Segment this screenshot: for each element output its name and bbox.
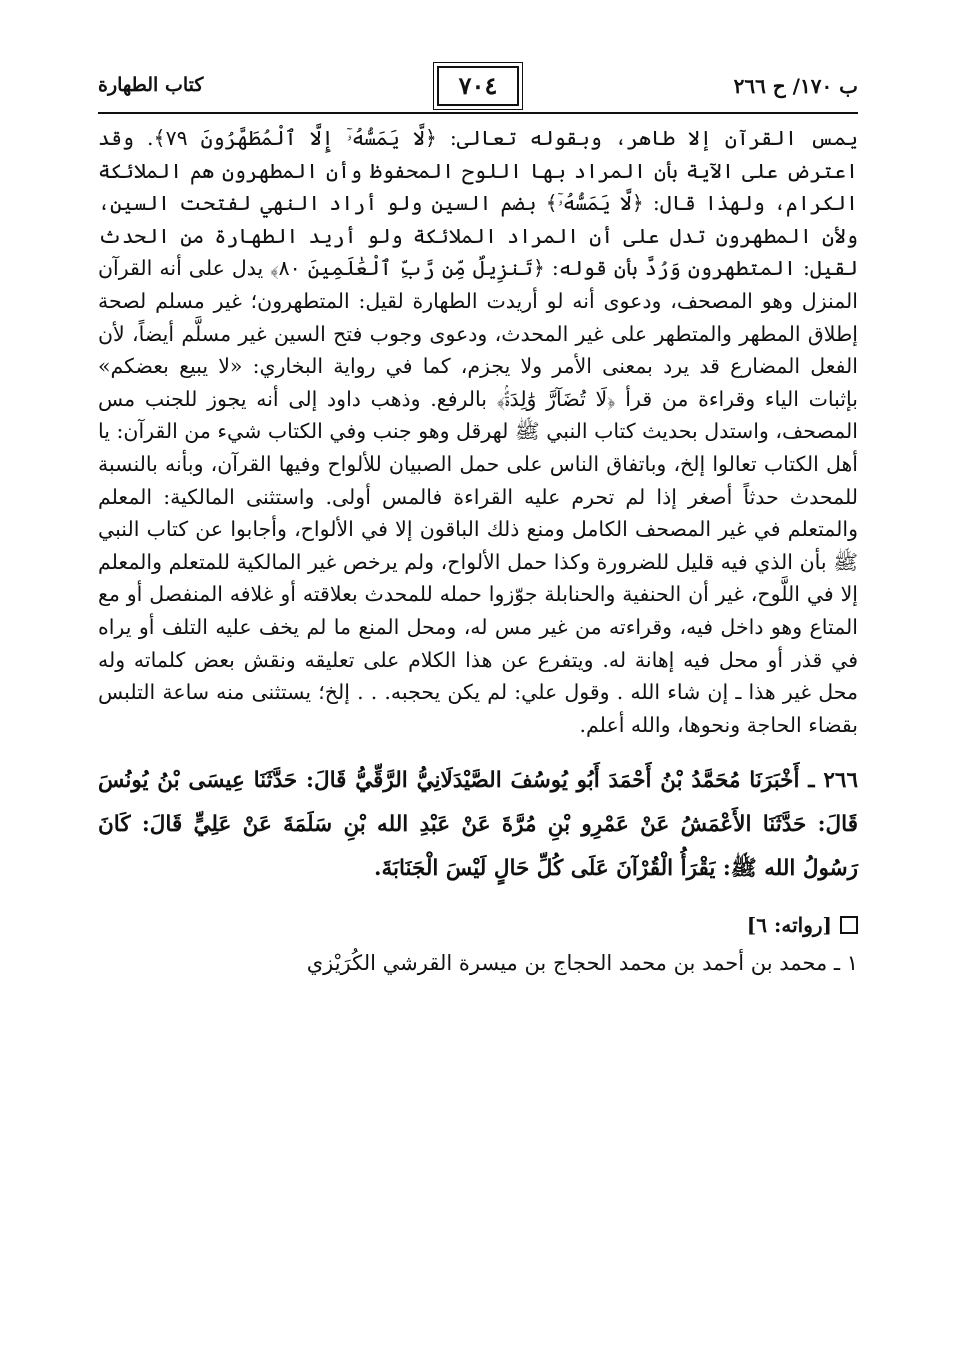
checkbox-icon xyxy=(840,916,858,934)
commentary-paragraph: يمس القرآن إلا طاهر، وبقوله تعالى: ﴿لَّا يَمَسُّهُۥٓ إِلَّا ٱلْمُطَهَّرُونَ ٧٩﴾. وقد اعترض على الآية بأن المراد بها اللوح المحفوظ وأن المطهرون هم الملائكة الكرام، ولهذا قال: ﴿لَّا يَمَسُّهُۥٓ﴾ بضم السين ولو أراد النهي لفتحت السين، ولأن المطهرون تدل على أن المراد الملائكة ولو أريد الطهارة من الحدث لقيل: المتطهرون وَرُدَّ بأن قوله: ﴿تَنزِيلٌ مِّن رَّبِّ ٱلْعَٰلَمِينَ ٨٠﴾ يدل على أنه القرآن المنزل وهو المصحف، ودعوى أنه لو أريدت الطهارة لقيل: المتطهرون؛ غير مسلم لصحة إطلاق المطهر والمتطهر على غير المحدث، ودعوى وجوب فتح السين غير مسلَّم أيضاً، لأن الفعل المضارع قد يرد بمعنى الأمر ولا يجزم، كما في رواية البخاري: «لا يبيع بعضكم» بإثبات الياء وقراءة من قرأ ﴿لَا تُضَآرَّ وَٰلِدَةٌۢ﴾ بالرفع. وذهب داود إلى أنه يجوز للجنب مس المصحف، واستدل بحديث كتاب النبي ﷺ لهرقل وهو جنب وفي الكتاب شيء من القرآن: يا أهل الكتاب تعالوا إلخ، وباتفاق الناس على حمل الصبيان للألواح وفيها القرآن، وبأنه بالنسبة للمحدث حدثاً أصغر إذا لم تحرم عليه القراءة فالمس أولى. واستثنى المالكية: المعلم والمتعلم في غير المصحف الكامل ومنع ذلك الباقون إلا في الألواح، وأجابوا عن كتاب النبي ﷺ بأن الذي فيه قليل للضرورة وكذا حمل الألواح، ولم يرخص غير المالكية للمتعلم والمعلم إلا في اللَّوح، غير أن الحنفية والحنابلة جوّزوا حمله للمحدث بعلاقته أو غلافه المنفصل أو مع المتاع وهو داخل فيه، وقراءته من غير مس له، ومحل المنع ما لم يخف عليه التلف أو يراه في قذر أو محل فيه إهانة له. ويتفرع عن هذا الكلام على تعليقه ونقش بعض كلماته وله محل غير هذا ـ إن شاء الله . وقول علي: لم يكن يحجبه. . . إلخ؛ يستثنى منه ساعة التلبس بقضاء الحاجة ونحوها، والله أعلم. xyxy=(98,126,858,737)
chapter-title: كتاب الطهارة xyxy=(98,74,204,96)
narrator-item: ١ ـ محمد بن أحمد بن محمد الحجاج بن ميسرة القرشي الكُرَيْزي xyxy=(306,951,858,976)
commentary-text xyxy=(98,122,858,741)
narrators-heading xyxy=(98,913,858,937)
page-header xyxy=(98,62,858,114)
page-number: ٧٠٤ xyxy=(437,66,519,106)
header-rule xyxy=(98,112,858,114)
narrators-heading-label: [رواته: ٦] xyxy=(746,913,832,938)
hadith-reference: ب ١٧٠/ ح ٢٦٦ xyxy=(733,74,858,98)
hadith-text: ٢٦٦ ـ أَخْبَرَنَا مُحَمَّدُ بْنُ أَحْمَدَ أَبُو يُوسُفَ الصَّيْدَلَانِيُّ الرَّقِّيُّ قَالَ: حَدَّثَنَا عِيسَى بْنُ يُونُسَ قَالَ: حَدَّثَنَا الأَعْمَشُ عَنْ عَمْرِو بْنِ مُرَّةَ عَنْ عَبْدِ الله بْنِ سَلَمَةَ عَنْ عَلِيٍّ قَالَ: كَانَ رَسُولُ الله ﷺ: يَقْرَأُ الْقُرْآنَ عَلَى كُلِّ حَالٍ لَيْسَ الْجَنَابَةَ. xyxy=(98,768,858,882)
book-page xyxy=(98,62,858,975)
